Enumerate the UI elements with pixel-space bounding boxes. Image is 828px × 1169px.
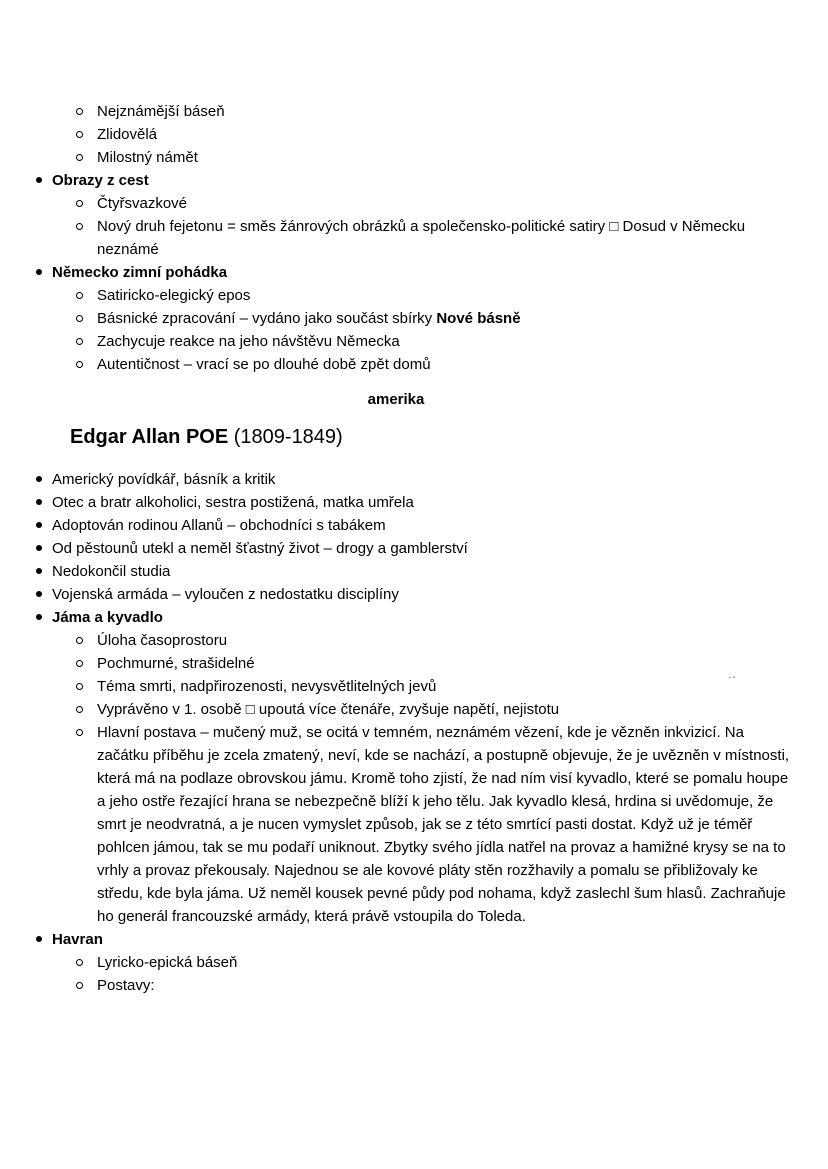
bullet-circle-icon [76,361,83,368]
bullet-disc-icon [36,591,42,597]
list-item-text [97,100,792,123]
bullet-circle-icon [76,637,83,644]
list-item [0,169,792,192]
text-run: Postavy: [97,977,155,994]
list-item-text [97,951,792,974]
sub-list-item [0,123,792,146]
bullet-circle-icon [76,683,83,690]
bullet-circle-icon [76,131,83,138]
text-run: Vyprávěno v 1. osobě □ upoutá více čtenáře, zvyšuje napětí, nejistotu [97,701,560,718]
text-run: Hlavní postava – mučený muž, se ocitá v temném, neznámém vězení, kde je vězněn inkvizicí. Na začátku příběhu je zcela zmatený, neví, kde se nachází, a postupně objevuje, že je uvězněn v místnosti, která má na podlaze obrovskou jámu. Kromě toho zjistí, že nad ním visí kyvadlo, které se pomalu houpe a jeho ostře řezající hrana se nebezpečně blíží k jeho tělu. Jak kyvadlo klesá, hrdina si uvědomuje, že smrt je neodvratná, a je nucen vymyslet způsob, jak se z této smrtící pasti dostat. Když už je téměř pohlcen jámou, tak se mu podaří uniknout. Zbytky svého jídla natřel na provaz a hamižné krysy se na to vrhly a provaz překousaly. Najednou se ale kovové pláty stěn rozžhavily a pomalu se přibližovaly ke středu, kde byla jáma. Už neměl kousek pevné půdy pod nohama, když zaslechl šum hlasů. Zachraňuje ho generál francouzské armády, která právě vstoupila do Toleda. [97,724,790,925]
text-run: Americký povídkář, básník a kritik [52,471,276,488]
text-run: Jáma a kyvadlo [52,609,163,626]
bullet-circle-icon [76,200,83,207]
list-item-text [52,928,792,951]
text-run: Básnické zpracování – vydáno jako součást sbírky [97,310,437,327]
list-item-text [52,583,792,606]
text-run: Satiricko-elegický epos [97,287,251,304]
list-item [0,583,792,606]
sub-list-item [0,353,792,376]
sub-list-item [0,100,792,123]
sub-list-item [0,215,792,261]
sub-list-item [0,192,792,215]
list-item-text [52,537,792,560]
sub-list-item [0,974,792,997]
section-label [0,388,792,411]
list-item-text [97,307,792,330]
text-run: Edgar Allan POE [70,426,234,448]
text-run: Čtyřsvazkové [97,195,188,212]
bullet-circle-icon [76,959,83,966]
list-item-text [52,514,792,537]
bullet-disc-icon [36,568,42,574]
sub-list-item [0,330,792,353]
list-item-text [97,721,792,928]
list-item-text [97,330,792,353]
text-run: Nový druh fejetonu = směs žánrových obrázků a společensko-politické satiry □ Dosud v Německu neznámé [97,218,746,258]
list-item [0,514,792,537]
sub-list-item [0,721,792,928]
list-item [0,491,792,514]
list-item-text [97,629,792,652]
sub-list-item [0,652,792,675]
text-run: Havran [52,931,103,948]
list-item-text [97,284,792,307]
text-run: Úloha časoprostoru [97,632,228,649]
text-run: Otec a bratr alkoholici, sestra postižená, matka umřela [52,494,414,511]
list-item-text [52,261,792,284]
text-run: Adoptován rodinou Allanů – obchodníci s tabákem [52,517,386,534]
list-item-text [52,169,792,192]
bullet-circle-icon [76,982,83,989]
bullet-circle-icon [76,154,83,161]
sub-list-item [0,307,792,330]
document-body [0,100,792,997]
text-run: Nejznámější báseň [97,103,225,120]
list-item-text [52,606,792,629]
list-item-text [97,192,792,215]
list-item [0,537,792,560]
list-item-text [52,468,792,491]
bullet-circle-icon [76,223,83,230]
text-run: Téma smrti, nadpřirozenosti, nevysvětlitelných jevů [97,678,437,695]
text-run: amerika [367,391,425,408]
sub-list-item [0,675,792,698]
text-run: Milostný námět [97,149,198,166]
text-run: Zachycuje reakce na jeho návštěvu Německa [97,333,400,350]
text-run: Vojenská armáda – vyloučen z nedostatku disciplíny [52,586,399,603]
list-item-text [97,123,792,146]
text-run: Zlidovělá [97,126,158,143]
list-item-text [97,146,792,169]
list-item [0,560,792,583]
sub-list-item [0,146,792,169]
text-run: (1809-1849) [233,426,343,448]
list-item-text [97,698,792,721]
text-run: Lyricko-epická báseň [97,954,238,971]
bullet-disc-icon [36,269,42,275]
list-item [0,468,792,491]
text-run: Nové básně [436,310,521,327]
bullet-circle-icon [76,315,83,322]
list-item-text [52,491,792,514]
list-item-text [97,675,792,698]
bullet-circle-icon [76,729,83,736]
text-run: Pochmurné, strašidelné [97,655,255,672]
stray-mark: ·- [728,672,737,683]
section-heading [70,424,756,450]
bullet-disc-icon [36,522,42,528]
bullet-disc-icon [36,614,42,620]
list-item-text [52,560,792,583]
bullet-circle-icon [76,338,83,345]
sub-list-item [0,951,792,974]
list-item [0,261,792,284]
list-item [0,606,792,629]
list-item-text [97,215,792,261]
sub-list-item [0,284,792,307]
sub-list-item [0,629,792,652]
bullet-circle-icon [76,108,83,115]
bullet-disc-icon [36,476,42,482]
text-run: Autentičnost – vrací se po dlouhé době zpět domů [97,356,431,373]
bullet-disc-icon [36,545,42,551]
text-run: Nedokončil studia [52,563,171,580]
text-run: Obrazy z cest [52,172,149,189]
bullet-circle-icon [76,706,83,713]
bullet-circle-icon [76,292,83,299]
list-item-text [97,353,792,376]
bullet-disc-icon [36,499,42,505]
bullet-circle-icon [76,660,83,667]
text-run: Německo zimní pohádka [52,264,228,281]
list-item-text [97,974,792,997]
list-item [0,928,792,951]
list-item-text [97,652,792,675]
sub-list-item [0,698,792,721]
text-run: Od pěstounů utekl a neměl šťastný život – drogy a gamblerství [52,540,468,557]
bullet-disc-icon [36,936,42,942]
bullet-disc-icon [36,177,42,183]
